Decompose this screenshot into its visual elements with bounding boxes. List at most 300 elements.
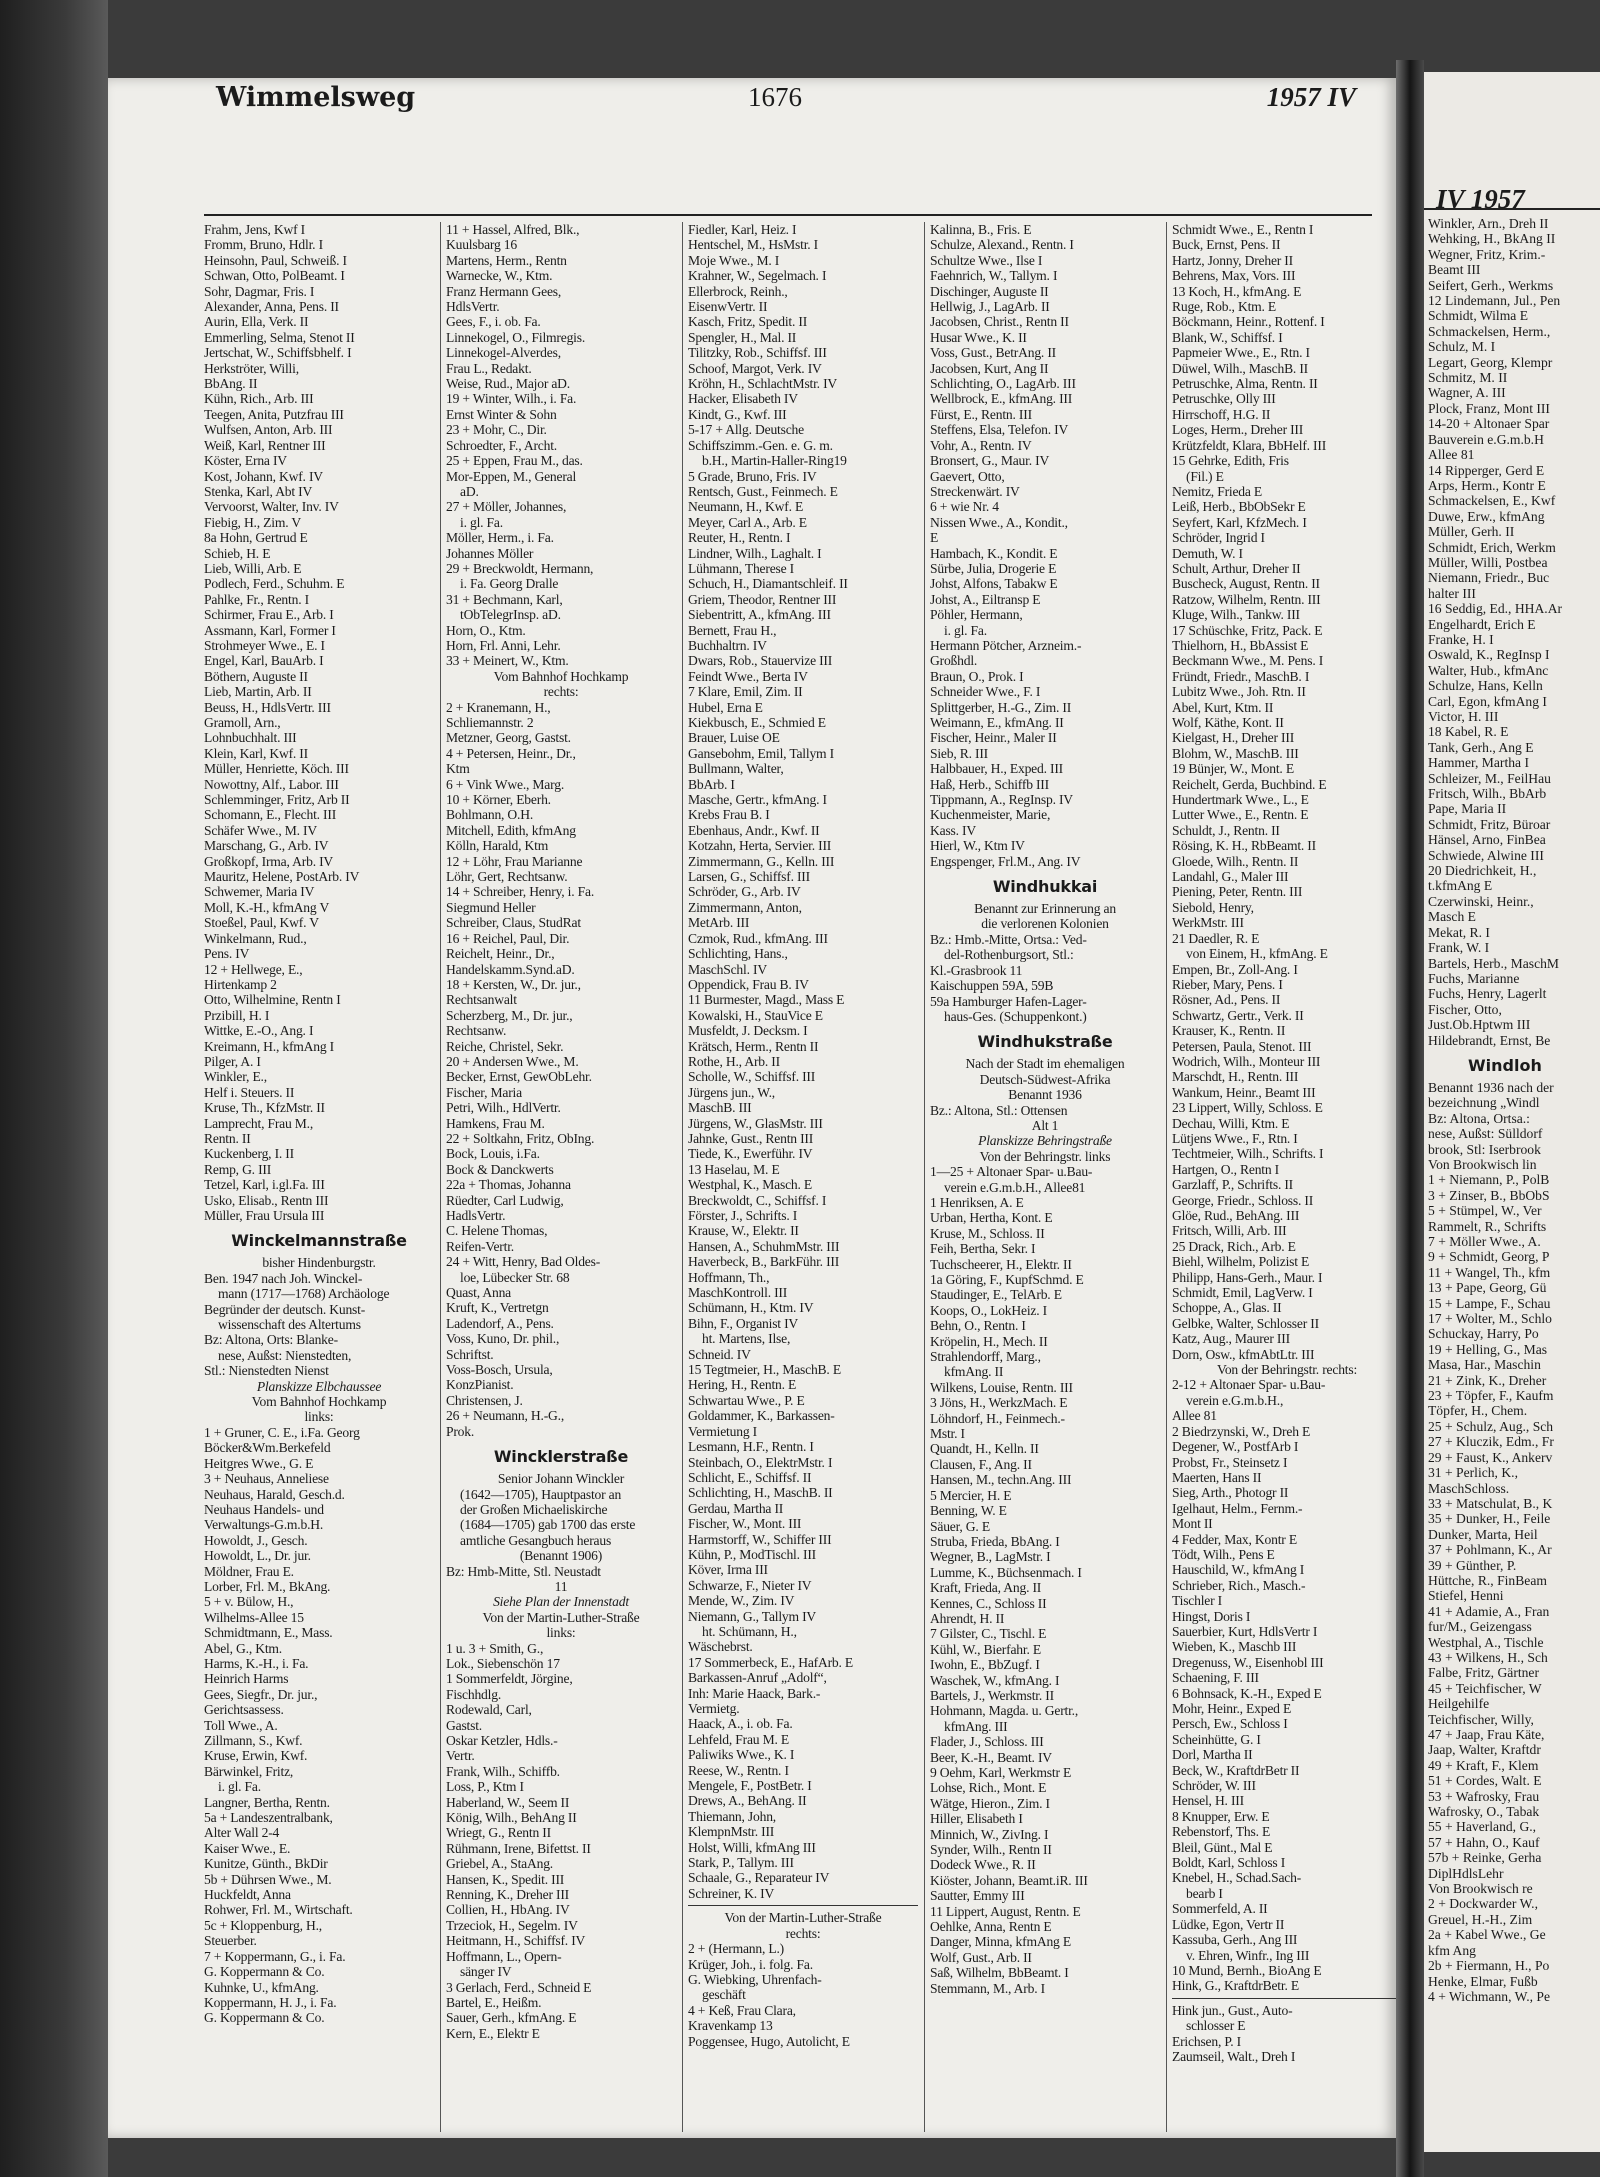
entry-continuation: amtliche Gesangbuch heraus — [460, 1532, 612, 1548]
directory-entry: Lüdke, Egon, Vertr II — [1172, 1916, 1285, 1932]
directory-entry: Stl.: Nienstedten Nienst — [204, 1363, 329, 1379]
directory-entry: 16 Seddig, Ed., HHA.Ar — [1428, 601, 1563, 617]
directory-entry: Sommerfeld, A. II — [1172, 1901, 1268, 1917]
directory-entry: Moje Wwe., M. I — [688, 252, 780, 268]
directory-entry: Fischhdlg. — [446, 1686, 502, 1702]
directory-entry: Bz.: Hmb.-Mitte, Ortsa.: Ved- — [930, 931, 1087, 947]
directory-entry: Fürst, E., Rentn. III — [930, 406, 1032, 422]
directory-entry: Müller, Willi, Postbea — [1428, 554, 1548, 570]
entry-continuation: halter III — [1428, 585, 1476, 601]
directory-entry: Hundertmark Wwe., L., E — [1172, 792, 1309, 808]
directory-entry: 5 + v. Bülow, H., — [204, 1594, 294, 1610]
directory-entry: Martens, Herm., Rentn — [446, 252, 567, 268]
street-note: Benannt 1936 — [1008, 1087, 1082, 1103]
directory-entry: Lieb, Martin, Arb. II — [204, 684, 312, 700]
directory-entry: Allee 81 — [1172, 1408, 1217, 1424]
directory-entry: Krebs Frau B. I — [688, 807, 770, 823]
directory-entry: Schneid. IV — [688, 1346, 751, 1362]
directory-entry: Hildebrandt, Ernst, Be — [1428, 1032, 1551, 1048]
directory-entry: Kruse, Erwin, Kwf. — [204, 1748, 308, 1764]
directory-entry: Stoeßel, Paul, Kwf. V — [204, 915, 319, 931]
directory-entry: Tischler I — [1172, 1593, 1222, 1609]
directory-entry: 1a Göring, F., KupfSchmd. E — [930, 1272, 1084, 1287]
directory-entry: Collien, H., HbAng. IV — [446, 1902, 570, 1918]
street-note: Benannt zur Erinnerung an — [974, 901, 1116, 917]
directory-entry: Jaap, Walter, Kraftdr — [1428, 1742, 1541, 1758]
directory-entry: Philipp, Hans-Gerh., Maur. I — [1172, 1269, 1323, 1285]
directory-entry: Pape, Maria II — [1428, 801, 1507, 817]
directory-entry: 8a Hohn, Gertrud E — [204, 530, 308, 546]
entry-continuation: von Einem, H., kfmAng. E — [1186, 946, 1328, 962]
column-divider — [1166, 222, 1167, 2132]
directory-entry: Harms, K.-H., i. Fa. — [204, 1655, 309, 1671]
directory-entry: Oswald, K., RegInsp I — [1428, 647, 1550, 663]
directory-entry: Tuchscheerer, H., Elektr. II — [930, 1256, 1072, 1272]
directory-entry: EisenwVertr. II — [688, 299, 768, 315]
directory-entry: Bihn, F., Organist IV — [688, 1315, 799, 1331]
directory-entry: 9 Oehm, Karl, Werkmstr E — [930, 1765, 1072, 1780]
directory-entry: 4 Fedder, Max, Kontr E — [1172, 1531, 1297, 1547]
directory-entry: Schlichting, O., LagArb. III — [930, 376, 1076, 392]
directory-entry: Mekat, R. I — [1428, 924, 1490, 940]
directory-entry: Gerdau, Martha II — [688, 1500, 784, 1516]
entry-continuation: i. Fa. Georg Dralle — [460, 576, 559, 592]
directory-entry: Fischer, Maria — [446, 1084, 522, 1100]
year-volume-left: 1957 IV — [1266, 82, 1356, 112]
directory-entry: Kravenkamp 13 — [688, 2018, 773, 2034]
directory-entry: George, Friedr., Schloss. II — [1172, 1192, 1314, 1208]
directory-entry: Reuter, H., Rentn. I — [688, 530, 791, 546]
directory-entry: Neuhaus Handels- und — [204, 1501, 324, 1517]
column-3 — [688, 222, 918, 2132]
directory-entry: Teichfischer, Willy, — [1428, 1711, 1534, 1727]
directory-entry: Schmidt, Wilma E — [1428, 308, 1529, 324]
directory-entry: Westphal, A., Tischle — [1428, 1634, 1544, 1650]
entry-continuation: fur/M., Geizengass — [1428, 1619, 1532, 1635]
directory-entry: Heitmann, H., Schiffsf. IV — [446, 1933, 586, 1949]
directory-entry: Neuhaus, Harald, Gesch.d. — [204, 1486, 345, 1502]
directory-entry: 3 + Neuhaus, Anneliese — [204, 1471, 329, 1487]
directory-entry: 1 + Gruner, C. E., i.Fa. Georg — [204, 1424, 360, 1440]
directory-entry: Goldammer, K., Barkassen- — [688, 1408, 835, 1424]
directory-entry: Fritsch, Willi, Arb. III — [1172, 1223, 1287, 1239]
directory-entry: Schmidt, Erich, Werkm — [1428, 539, 1556, 555]
directory-entry: Struba, Frieda, BbAng. I — [930, 1533, 1060, 1549]
directory-entry: Reifen-Vertr. — [446, 1238, 514, 1254]
directory-entry: 2-12 + Altonaer Spar- u.Bau- — [1172, 1377, 1326, 1393]
directory-entry: Minnich, W., ZivIng. I — [930, 1826, 1049, 1842]
directory-entry: 6 + wie Nr. 4 — [930, 499, 999, 515]
directory-entry: Schuckay, Harry, Po — [1428, 1326, 1539, 1342]
directory-entry: Danger, Minna, kfmAng E — [930, 1934, 1071, 1950]
directory-entry: 2 + Kranemann, H., — [446, 699, 551, 715]
directory-entry: Buscheck, August, Rentn. II — [1172, 576, 1320, 592]
directory-entry: Empen, Br., Zoll-Ang. I — [1172, 961, 1298, 977]
street-note: Von Brookwisch re — [1428, 1881, 1533, 1897]
directory-entry: Wafrosky, O., Tabak — [1428, 1804, 1540, 1820]
directory-entry: Löhndorf, H., Feinmech.- — [930, 1410, 1065, 1426]
directory-entry: Alexander, Anna, Pens. II — [204, 299, 339, 315]
directory-entry: Petri, Wilh., HdlVertr. — [446, 1100, 561, 1116]
directory-entry: 16 + Reichel, Paul, Dir. — [446, 930, 570, 946]
directory-entry: 8 Knupper, Erw. E — [1172, 1808, 1270, 1824]
directory-entry: Flader, J., Schloss. III — [930, 1734, 1044, 1750]
directory-entry: 19 + Helling, G., Mas — [1428, 1341, 1548, 1357]
directory-entry: KlempnMstr. III — [688, 1824, 775, 1840]
directory-entry: Nowottny, Alf., Labor. III — [204, 776, 339, 792]
directory-entry: 1 Sommerfeldt, Jörgine, — [446, 1671, 573, 1687]
directory-entry: Techtmeier, Wilh., Schrifts. I — [1172, 1146, 1324, 1162]
directory-entry: Schwemer, Maria IV — [204, 884, 315, 900]
directory-entry: Bock & Danckwerts — [446, 1161, 554, 1177]
directory-entry: Stiefel, Henni — [1428, 1588, 1504, 1604]
directory-entry: Abel, G., Ktm. — [204, 1640, 282, 1656]
directory-entry: Synder, Wilh., Rentn II — [930, 1842, 1052, 1858]
directory-entry: Möller, Herm., i. Fa. — [446, 530, 554, 546]
directory-entry: 11 + Hassel, Alfred, Blk., — [446, 222, 580, 237]
directory-entry: 12 + Löhr, Frau Marianne — [446, 853, 583, 869]
directory-entry: 41 + Adamie, A., Fran — [1428, 1603, 1550, 1619]
directory-entry: 14 + Schreiber, Henry, i. Fa. — [446, 884, 595, 900]
directory-entry: C. Helene Thomas, — [446, 1223, 548, 1239]
directory-entry: Prok. — [446, 1423, 475, 1439]
directory-entry: MaschSchloss. — [1428, 1480, 1510, 1496]
directory-entry: Hamkens, Frau M. — [446, 1115, 545, 1131]
directory-entry: 53 + Wafrosky, Frau — [1428, 1788, 1540, 1804]
street-heading: Windhukstraße — [977, 1032, 1113, 1052]
directory-entry: Franz Hermann Gees, — [446, 283, 562, 299]
directory-entry: Schuldt, J., Rentn. II — [1172, 822, 1280, 838]
directory-entry: Horn, Frl. Anni, Lehr. — [446, 637, 561, 653]
directory-entry: 13 Koch, H., kfmAng. E — [1172, 283, 1302, 299]
directory-entry: Jürgens, W., GlasMstr. III — [688, 1115, 823, 1131]
directory-entry: Helf i. Steuers. II — [204, 1084, 295, 1100]
directory-entry: Mengele, F., PostBetr. I — [688, 1778, 812, 1794]
directory-entry: Kiekbusch, E., Schmied E — [688, 715, 826, 730]
directory-entry: Siebentritt, A., kfmAng. III — [688, 607, 831, 623]
directory-entry: Kühn, P., ModTischl. III — [688, 1546, 817, 1562]
directory-entry: Fischer, W., Mont. III — [688, 1516, 802, 1532]
directory-entry: Böcker&Wm.Berkefeld — [204, 1440, 331, 1456]
directory-entry: Ernst Winter & Sohn — [446, 406, 557, 422]
directory-entry: Steinbach, O., ElektrMstr. I — [688, 1454, 833, 1470]
directory-entry: E — [930, 530, 939, 546]
directory-entry: Wittke, E.-O., Ang. I — [204, 1023, 314, 1039]
directory-entry: Haack, A., i. ob. Fa. — [688, 1716, 793, 1732]
directory-entry: Schmidt, Emil, LagVerw. I — [1172, 1285, 1313, 1301]
directory-entry: Ladendorf, A., Pens. — [446, 1315, 554, 1331]
directory-entry: 13 Haselau, M. E — [688, 1161, 780, 1177]
directory-entry: 4 + Wichmann, W., Pe — [1428, 1988, 1551, 2004]
directory-entry: Schieb, H. E — [204, 545, 271, 561]
directory-entry: Larsen, G., Schiffsf. III — [688, 869, 810, 885]
directory-entry: Mor-Eppen, M., General — [446, 468, 577, 484]
directory-entry: Koops, O., LokHeiz. I — [930, 1302, 1047, 1318]
directory-entry: Tilitzky, Rob., Schiffsf. III — [688, 345, 827, 361]
directory-entry: Knebel, H., Schad.Sach- — [1172, 1870, 1302, 1886]
directory-entry: Kröhn, H., SchlachtMstr. IV — [688, 376, 838, 392]
directory-entry: Victor, H. III — [1428, 709, 1499, 724]
directory-entry: Kuckenberg, I. II — [204, 1146, 294, 1162]
directory-entry: Rechtsanw. — [446, 1023, 507, 1039]
directory-entry: Falbe, Fritz, Gärtner — [1428, 1665, 1539, 1681]
directory-entry: Nissen Wwe., A., Kondit., — [930, 514, 1068, 530]
directory-entry: 27 + Kluczik, Edm., Fr — [1428, 1434, 1554, 1450]
directory-entry: 6 Bohnsack, K.-H., Exped E — [1172, 1685, 1322, 1701]
directory-entry: Kruse, Th., KfzMstr. II — [204, 1100, 325, 1116]
entry-continuation: nese, Außst: Nienstedten, — [218, 1347, 352, 1363]
directory-entry: Johst, Alfons, Tabakw E — [930, 576, 1058, 592]
directory-entry: Schaale, G., Reparateur IV — [688, 1870, 830, 1886]
directory-entry: Stenka, Karl, Abt IV — [204, 483, 313, 499]
directory-entry: 4 + Keß, Frau Clara, — [688, 2002, 796, 2018]
directory-entry: Von Brookwisch lin — [1428, 1156, 1537, 1172]
directory-entry: HadlsVertr. — [446, 1208, 506, 1223]
directory-entry: Ebenhaus, Andr., Kwf. II — [688, 822, 820, 838]
directory-entry: 2a + Kabel Wwe., Ge — [1428, 1927, 1546, 1943]
directory-entry: Becker, Ernst, GewObLehr. — [446, 1069, 592, 1085]
directory-entry: G. Wiebking, Uhrenfach- — [688, 1971, 822, 1987]
directory-entry: Sohr, Dagmar, Fris. I — [204, 283, 315, 299]
directory-entry: Assmann, Karl, Former I — [204, 622, 336, 638]
directory-entry: Kunitze, Günth., BkDir — [204, 1856, 328, 1872]
directory-entry: Legart, Georg, Klempr — [1428, 354, 1553, 370]
directory-entry: Glöe, Rud., BehAng. III — [1172, 1208, 1300, 1223]
directory-entry: Fuchs, Marianne — [1428, 970, 1520, 986]
directory-entry: 12 Lindemann, Jul., Pen — [1428, 293, 1561, 309]
entry-continuation: ht. Martens, Ilse, — [702, 1331, 791, 1347]
directory-page — [108, 78, 1396, 2138]
directory-entry: 1 + Niemann, P., PolB — [1428, 1172, 1550, 1188]
entry-continuation: i. gl. Fa. — [944, 622, 987, 638]
directory-entry: 19 Bünjer, W., Mont. E — [1172, 761, 1294, 777]
directory-entry: Kühn, Rich., Arb. III — [204, 391, 314, 407]
entry-continuation: kfmAng. II — [944, 1364, 1004, 1380]
directory-entry: Linnekogel, O., Filmregis. — [446, 329, 586, 345]
directory-entry: Loss, P., Ktm I — [446, 1779, 524, 1795]
directory-entry: Loges, Herm., Dreher III — [1172, 422, 1304, 438]
directory-entry: Scherzberg, M., Dr. jur., — [446, 1007, 573, 1023]
directory-entry: Reiche, Christel, Sekr. — [446, 1038, 564, 1054]
directory-entry: Schoof, Margot, Verk. IV — [688, 360, 822, 376]
directory-entry: Löhr, Gert, Rechtsanw. — [446, 869, 568, 885]
directory-entry: Meyer, Carl A., Arb. E — [688, 514, 807, 530]
street-heading: Wincklerstraße — [493, 1447, 629, 1467]
directory-entry: Niemann, Friedr., Buc — [1428, 570, 1550, 586]
directory-entry: Lubitz Wwe., Joh. Rtn. II — [1172, 684, 1306, 700]
entry-continuation: schlosser E — [1186, 2018, 1246, 2034]
directory-entry: Sürbe, Julia, Drogerie E — [930, 560, 1057, 576]
directory-entry: Kluge, Wilh., Tankw. III — [1172, 607, 1300, 623]
directory-entry: 17 + Wolter, M., Schlo — [1428, 1311, 1552, 1327]
directory-entry: Halbbauer, H., Exped. III — [930, 761, 1063, 777]
directory-entry: Beckmann Wwe., M. Pens. I — [1172, 653, 1324, 669]
directory-entry: Renning, K., Dreher III — [446, 1887, 569, 1903]
directory-entry: Hiller, Elisabeth I — [930, 1811, 1023, 1827]
directory-entry: Hacker, Elisabeth IV — [688, 391, 798, 407]
directory-entry: Rühmann, Irene, Bifettst. II — [446, 1840, 591, 1856]
directory-entry: Frank, Wilh., Schiffb. — [446, 1763, 560, 1779]
entry-continuation: i. gl. Fa. — [460, 514, 503, 530]
street-note: die verlorenen Kolonien — [981, 916, 1109, 932]
directory-entry: Dischinger, Auguste II — [930, 283, 1049, 299]
directory-entry: Müller, Frau Ursula III — [204, 1208, 325, 1223]
directory-entry: Hentschel, M., HsMstr. I — [688, 237, 818, 253]
directory-entry: Töpfer, H., Chem. — [1428, 1403, 1528, 1419]
directory-entry: 23 + Mohr, C., Dir. — [446, 422, 547, 438]
directory-entry: Fritsch, Wilh., BbArb — [1428, 786, 1547, 802]
directory-entry: 26 + Neumann, H.-G., — [446, 1408, 565, 1424]
entry-continuation: wissenschaft des Altertums — [218, 1317, 361, 1333]
directory-entry: Gelbke, Walter, Schlosser II — [1172, 1315, 1319, 1331]
directory-entry: 20 Diedrichkeit, H., — [1428, 863, 1537, 879]
directory-entry: Haberland, W., Seem II — [446, 1794, 570, 1810]
directory-entry: Krause, W., Elektr. II — [688, 1223, 799, 1239]
directory-entry: Hingst, Doris I — [1172, 1608, 1251, 1624]
directory-entry: 51 + Cordes, Walt. E — [1428, 1773, 1542, 1789]
directory-entry: Emmerling, Selma, Stenot II — [204, 329, 355, 345]
directory-entry: Bauverein e.G.m.b.H — [1428, 431, 1544, 447]
directory-entry: Kost, Johann, Kwf. IV — [204, 468, 323, 484]
directory-entry: 31 + Perlich, K., — [1428, 1465, 1518, 1481]
directory-entry: MaschKontroll. III — [688, 1285, 788, 1301]
street-note: Nach der Stadt im ehemaligen — [965, 1056, 1125, 1072]
entry-continuation: aD. — [460, 483, 479, 499]
directory-entry: Schmidtmann, E., Mass. — [204, 1625, 333, 1641]
directory-entry: Wieben, K., Maschb III — [1172, 1639, 1297, 1655]
directory-entry: Beer, K.-H., Beamt. IV — [930, 1749, 1052, 1765]
directory-entry: Hubel, Erna E — [688, 699, 763, 715]
directory-entry: Rieber, Mary, Pens. I — [1172, 976, 1283, 992]
directory-entry: DiplHdlsLehr — [1428, 1865, 1504, 1881]
directory-entry: Westphal, K., Masch. E — [688, 1177, 812, 1193]
directory-entry: 29 + Faust, K., Ankerv — [1428, 1449, 1553, 1465]
directory-entry: Rothe, H., Arb. II — [688, 1053, 780, 1069]
directory-entry: Schreiner, K. IV — [688, 1885, 775, 1901]
directory-entry: 45 + Teichfischer, W — [1428, 1680, 1542, 1696]
directory-entry: Masch E — [1428, 909, 1476, 925]
directory-entry: Breckwoldt, C., Schiffsf. I — [688, 1192, 827, 1208]
directory-entry: HdlsVertr. — [446, 299, 500, 315]
directory-entry: Hammer, Martha I — [1428, 755, 1529, 771]
directory-entry: Haverbeck, B., BarkFühr. III — [688, 1254, 840, 1270]
directory-entry: Vermietg. — [688, 1701, 740, 1716]
directory-entry: Koppermann, H. J., i. Fa. — [204, 1994, 337, 2010]
directory-entry: Hüttche, R., FinBeam — [1428, 1572, 1547, 1588]
directory-entry: Masche, Gertr., kfmAng. I — [688, 792, 827, 808]
directory-entry: Franke, H. I — [1428, 631, 1494, 647]
directory-entry: 7 Gilster, C., Tischl. E — [930, 1626, 1047, 1642]
directory-entry: Schreiber, Claus, StudRat — [446, 915, 581, 931]
directory-entry: Wegner, Fritz, Krim.- — [1428, 246, 1546, 262]
directory-entry: Jacobsen, Christ., Rentn II — [930, 314, 1069, 330]
directory-entry: Seifert, Gerh., Werkms — [1428, 277, 1554, 293]
directory-entry: 22 + Soltkahn, Fritz, ObIng. — [446, 1130, 595, 1146]
directory-entry: 37 + Pohlmann, K., Ar — [1428, 1542, 1552, 1558]
directory-entry: König, Wilh., BehAng II — [446, 1810, 577, 1826]
entry-continuation: i. gl. Fa. — [218, 1779, 261, 1795]
directory-entry: Fischer, Otto, — [1428, 1001, 1502, 1017]
directory-entry: Bleil, Günt., Mal E — [1172, 1839, 1273, 1855]
directory-entry: Schliemannstr. 2 — [446, 715, 534, 730]
entry-continuation: geschäft — [702, 1987, 746, 2003]
directory-entry: Zimmermann, G., Kelln. III — [688, 853, 835, 869]
directory-entry: Rösing, K. H., RbBeamt. II — [1172, 838, 1316, 854]
column-4 — [930, 222, 1160, 2132]
directory-entry: Wriegt, G., Rentn II — [446, 1825, 551, 1841]
directory-entry: Thielhorn, H., BbAssist E — [1172, 637, 1309, 653]
directory-entry: Drews, A., BehAng. II — [688, 1793, 807, 1809]
directory-entry: Mohr, Heinr., Exped E — [1172, 1701, 1292, 1716]
directory-entry: Weimann, E., kfmAng. II — [930, 715, 1064, 730]
street-note: Vom Bahnhof Hochkamp — [493, 668, 629, 684]
column-2 — [446, 222, 676, 2132]
directory-entry: Heilgehilfe — [1428, 1696, 1490, 1712]
directory-entry: 25 + Schulz, Aug., Sch — [1428, 1418, 1554, 1434]
directory-entry: 35 + Dunker, H., Feile — [1428, 1511, 1551, 1527]
directory-entry: Handelskamm.Synd.aD. — [446, 961, 575, 977]
directory-entry: Kölln, Harald, Ktm — [446, 838, 549, 854]
directory-entry: Demuth, W. I — [1172, 545, 1243, 561]
directory-entry: Gees, Siegfr., Dr. jur., — [204, 1686, 318, 1702]
directory-entry: Engel, Karl, BauArb. I — [204, 653, 324, 669]
directory-entry: Faehnrich, W., Tallym. I — [930, 268, 1058, 284]
facing-page — [1424, 72, 1600, 2152]
directory-entry: Krauser, K., Rentn. II — [1172, 1023, 1286, 1039]
directory-entry: Bz: Hmb-Mitte, Stl. Neustadt — [446, 1563, 601, 1579]
directory-entry: Kern, E., Elektr E — [446, 2025, 540, 2041]
directory-entry: Schultze Wwe., Ilse I — [930, 252, 1043, 268]
directory-entry: Vermietung I — [688, 1423, 757, 1439]
directory-entry: Gloede, Wilh., Rentn. II — [1172, 853, 1299, 869]
map-reference: Planskizze Behringstraße — [978, 1133, 1112, 1149]
directory-entry: 5 Grade, Bruno, Fris. IV — [688, 468, 817, 484]
directory-entry: 5b + Dührsen Wwe., M. — [204, 1871, 332, 1887]
directory-entry: Heinrich Harms — [204, 1671, 289, 1687]
directory-entry: Rüedter, Carl Ludwig, — [446, 1192, 564, 1208]
directory-entry: Huckfeldt, Anna — [204, 1887, 291, 1903]
directory-entry: Inh: Marie Haack, Bark.- — [688, 1685, 821, 1701]
street-note: links: — [304, 1409, 334, 1425]
directory-entry: Engspenger, Frl.M., Ang. IV — [930, 853, 1081, 869]
directory-entry: Langner, Bertha, Rentn. — [204, 1794, 330, 1810]
directory-entry: Schulze, Alexand., Rentn. I — [930, 237, 1074, 253]
directory-entry: Streckenwärt. IV — [930, 483, 1020, 499]
directory-entry: 3 Jöns, H., WerkzMach. E — [930, 1395, 1068, 1411]
directory-entry: Winkelmann, Rud., — [204, 930, 307, 946]
directory-entry: Barkassen-Anruf „Adolf“, — [688, 1670, 827, 1686]
street-heading: Winckelmannstraße — [231, 1231, 407, 1251]
street-heading: Windloh — [1468, 1055, 1542, 1075]
directory-entry: Bärwinkel, Fritz, — [204, 1763, 294, 1779]
directory-entry: 6 + Vink Wwe., Marg. — [446, 776, 565, 792]
directory-entry: 15 Tegtmeier, H., MaschB. E — [688, 1362, 841, 1378]
directory-entry: Oskar Ketzler, Hdls.- — [446, 1733, 558, 1748]
header-rule — [204, 214, 1372, 216]
directory-entry: Hambach, K., Kondit. E — [930, 545, 1058, 561]
directory-entry: Staudinger, E., TelArb. E — [930, 1287, 1062, 1303]
directory-entry: Heinsohn, Paul, Schweiß. I — [204, 252, 347, 268]
directory-entry: Alter Wall 2-4 — [204, 1825, 280, 1841]
column-divider — [440, 222, 441, 2132]
directory-entry: Horn, O., Ktm. — [446, 622, 526, 638]
directory-entry: Wulfsen, Anton, Arb. III — [204, 422, 333, 438]
directory-entry: Wankum, Heinr., Beamt III — [1172, 1084, 1316, 1100]
directory-entry: Schult, Arthur, Dreher II — [1172, 560, 1301, 576]
directory-entry: Hansen, K., Spedit. III — [446, 1871, 565, 1887]
book-gutter — [1396, 60, 1424, 2177]
directory-entry: Otto, Wilhelmine, Rentn I — [204, 992, 341, 1008]
